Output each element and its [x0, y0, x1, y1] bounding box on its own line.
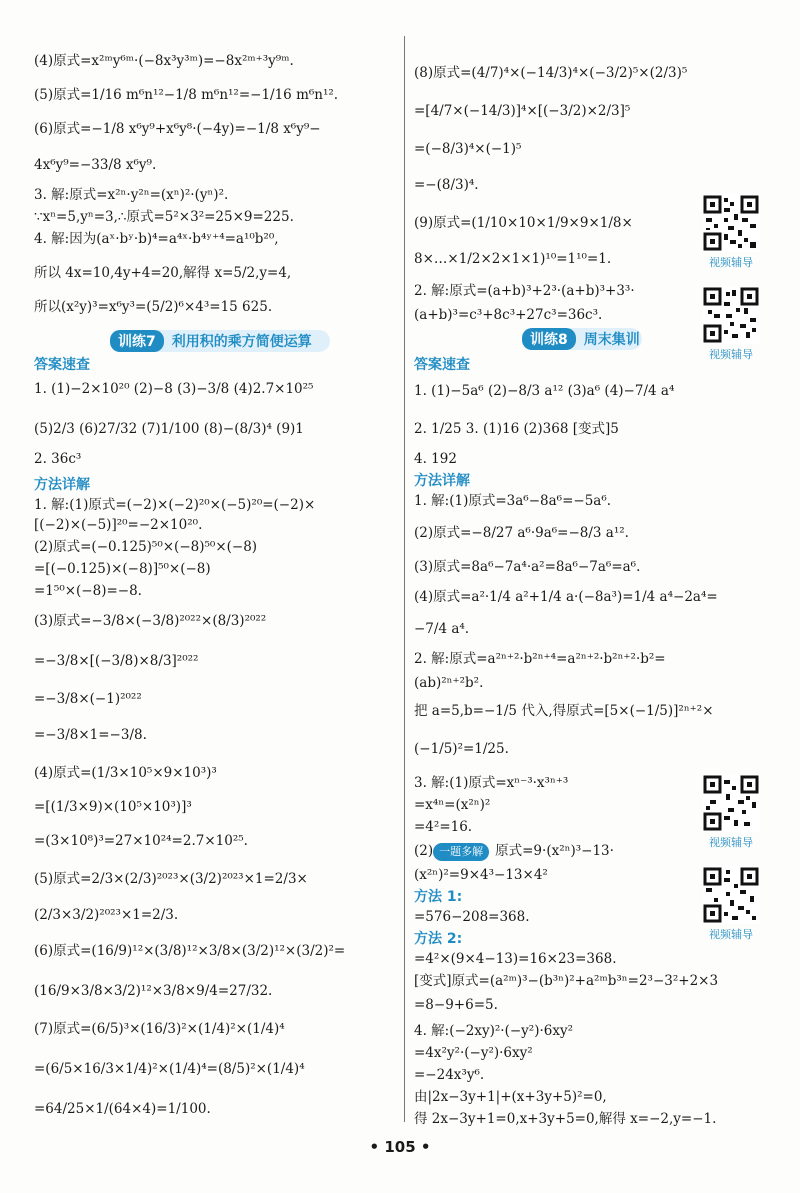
math-line: [414, 524, 629, 542]
math-line: [414, 1022, 573, 1040]
line-text: (a+b)³=c³+8c³+27c³=36c³.: [414, 307, 603, 323]
math-line: [34, 652, 198, 670]
qr-icon: [702, 774, 760, 832]
math-line: [414, 650, 666, 668]
math-line: [414, 674, 483, 692]
math-line: [34, 1060, 305, 1078]
line-text: ∵xⁿ=5,yⁿ=3,∴原式=5²×3²=25×9=225.: [34, 209, 294, 225]
qr-code-video-3[interactable]: [702, 774, 760, 850]
math-line: [34, 906, 178, 924]
math-line: [34, 1100, 211, 1118]
quick-answers-header: 答案速查: [34, 357, 90, 373]
qr-caption: 视频辅导: [709, 256, 753, 269]
method-1-header: 方法 1:: [414, 889, 463, 905]
line-text: 1. 解:(1)原式=3a⁶−8a⁶=−5a⁶.: [414, 493, 612, 509]
quick-answers-header: 答案速查: [414, 357, 470, 373]
line-text: =[(−0.125)×(−8)]⁵⁰×(−8): [34, 561, 211, 577]
method-2-header: 方法 2:: [414, 931, 463, 947]
line-text: (4)原式=(1/3×10⁵×9×10³)³: [34, 765, 217, 781]
line-text: (3)原式=8a⁶−7a⁴·a²=8a⁶−7a⁶=a⁶.: [414, 559, 641, 575]
line-text: (16/9×3/8×3/2)¹²×3/8×9/4=27/32.: [34, 983, 273, 999]
math-line: [414, 492, 611, 510]
line-text: =576−208=368.: [414, 909, 530, 925]
section-banner-training8: [522, 328, 642, 350]
qr-caption: 视频辅导: [709, 348, 753, 361]
math-line: [34, 832, 248, 850]
line-text: 3. 解:原式=x²ⁿ·y²ⁿ=(xⁿ)²·(yⁿ)².: [34, 187, 229, 203]
math-line: [34, 450, 81, 468]
line-text: 所以 4x=10,4y+4=20,解得 x=5/2,y=4,: [34, 265, 292, 281]
math-line: [34, 420, 304, 438]
line-text: (6)原式=(16/9)¹²×(3/8)¹²×3/8×(3/2)¹²×(3/2)²=: [34, 943, 346, 959]
line-text: (7)原式=(6/5)³×(16/3)²×(1/4)²×(1/4)⁴: [34, 1021, 285, 1037]
banner-title: 周末集训: [583, 332, 640, 348]
line-text: (−1/5)²=1/25.: [414, 741, 509, 757]
line-text: (9)原式=(1/10×10×1/9×9×1/8×: [414, 215, 633, 231]
line-text: 2. 解:原式=a²ⁿ⁺²·b²ⁿ⁺⁴=a²ⁿ⁺²·b²ⁿ⁺²·b²=: [414, 651, 666, 667]
line-text: (x²ⁿ)²=9×4³−13×4²: [414, 867, 548, 883]
line-text: 4. 192: [414, 451, 457, 467]
math-line: [414, 102, 630, 120]
math-line: [414, 1110, 716, 1128]
line-text: (2/3×3/2)²⁰²³×1=2/3.: [34, 907, 179, 923]
math-line: [414, 740, 509, 758]
method-header: 方法详解: [34, 477, 90, 493]
line-text: =[(1/3×9)×(10⁵×10³)]³: [34, 799, 192, 815]
math-line: [414, 306, 602, 324]
qr-code-video-1[interactable]: [702, 194, 760, 270]
line-text: 3. 解:(1)原式=xⁿ⁻³·x³ⁿ⁺³: [414, 775, 569, 791]
banner-tag: 训练7: [110, 330, 164, 352]
line-text: (4)原式=x²ᵐy⁶ᵐ·(−8x³y³ᵐ)=−8x²ᵐ⁺³y⁹ᵐ.: [34, 53, 294, 69]
math-line: [34, 538, 257, 556]
line-text: 1. (1)−5a⁶ (2)−8/3 a¹² (3)a⁶ (4)−7/4 a⁴: [414, 383, 675, 399]
math-line: [34, 208, 294, 226]
line-text: (4)原式=a²·1/4 a²+1/4 a·(−8a³)=1/4 a⁴−2a⁴=: [414, 589, 718, 605]
banner-tag: 训练8: [522, 328, 576, 350]
line-text: (8)原式=(4/7)⁴×(−14/3)⁴×(−3/2)⁵×(2/3)⁵: [414, 65, 688, 81]
math-line: [414, 950, 617, 968]
math-line: [34, 120, 321, 138]
math-line: [414, 176, 479, 194]
line-text: =8−9+6=5.: [414, 997, 498, 1013]
line-text: −7/4 a⁴.: [414, 621, 470, 637]
math-line: [414, 908, 530, 926]
line-text: 4x⁶y⁹=−33/8 x⁶y⁹.: [34, 157, 157, 173]
qr-icon: [702, 866, 760, 924]
math-line: [34, 496, 315, 514]
math-line: [414, 1066, 484, 1084]
line-text: 1. 解:(1)原式=(−2)×(−2)²⁰×(−5)²⁰=(−2)×: [34, 497, 316, 513]
math-line: [34, 1020, 285, 1038]
line-text: 2. 解:原式=(a+b)³+2³·(a+b)³+3³·: [414, 283, 635, 299]
math-line: [34, 582, 142, 600]
math-line: [34, 690, 142, 708]
column-divider: [404, 36, 405, 1122]
page-number: • 105 •: [369, 1138, 431, 1156]
line-text: =(−8/3)⁴×(−1)⁵: [414, 141, 522, 157]
method-header: 方法详解: [414, 473, 470, 489]
multi-solution-badge: 一题多解: [433, 843, 489, 861]
math-line: [414, 972, 718, 990]
math-line: [414, 866, 548, 884]
line-text: 8×…×1/2×2×1×1)¹⁰=1¹⁰=1.: [414, 251, 612, 267]
math-line: [34, 86, 338, 104]
math-line: [414, 214, 633, 232]
line-text: 原式=9·(x²ⁿ)³−13·: [495, 843, 614, 859]
math-line: [34, 560, 211, 578]
line-text: =[4/7×(−14/3)]⁴×[(−3/2)×2/3]⁵: [414, 103, 631, 119]
qr-caption: 视频辅导: [709, 836, 753, 849]
line-text: (5)2/3 (6)27/32 (7)1/100 (8)−(8/3)⁴ (9)1: [34, 421, 304, 437]
math-line: [414, 250, 611, 268]
math-line: [34, 230, 279, 248]
line-text: 4. 解:(−2xy)²·(−y²)·6xy²: [414, 1023, 574, 1039]
line-text: =4x²y²·(−y²)·6xy²: [414, 1045, 533, 1061]
math-line: [34, 982, 272, 1000]
line-text: 把 a=5,b=−1/5 代入,得原式=[5×(−1/5)]²ⁿ⁺²×: [414, 703, 714, 719]
line-text: (5)原式=2/3×(2/3)²⁰²³×(3/2)²⁰²³×1=2/3×: [34, 871, 308, 887]
math-line: [414, 842, 614, 861]
section-banner-training7: [110, 330, 330, 352]
banner-title: 利用积的乘方简便运算: [171, 334, 312, 350]
math-line: [414, 774, 568, 792]
line-text: 得 2x−3y+1=0,x+3y+5=0,解得 x=−2,y=−1.: [414, 1111, 717, 1127]
math-line: [414, 620, 469, 638]
line-text: 2. 36c³: [34, 451, 82, 467]
line-text: =1⁵⁰×(−8)=−8.: [34, 583, 142, 599]
math-line: [414, 818, 472, 836]
math-line: [414, 140, 521, 158]
line-text: 4. 解:因为(aˣ·bʸ·b)⁴=a⁴ˣ·b⁴ʸ⁺⁴=a¹⁰b²⁰,: [34, 231, 279, 247]
math-line: [34, 726, 147, 744]
line-text: 所以(x²y)³=x⁶y³=(5/2)⁶×4³=15 625.: [34, 299, 273, 315]
math-line: [414, 796, 490, 814]
math-line: [414, 420, 619, 438]
math-line: [414, 64, 687, 82]
line-text: 1. (1)−2×10²⁰ (2)−8 (3)−3/8 (4)2.7×10²⁵: [34, 381, 314, 397]
line-text: (6)原式=−1/8 x⁶y⁹+x⁶y⁸·(−4y)=−1/8 x⁶y⁹−: [34, 121, 321, 137]
math-line: [414, 1088, 607, 1106]
math-line: [34, 798, 192, 816]
math-line: [414, 702, 714, 720]
line-text: [变式]原式=(a²ᵐ)³−(b³ⁿ)²+a²ᵐb³ⁿ=2³−3²+2×3: [414, 973, 719, 989]
line-text: [(−2)×(−5)]²⁰=−2×10²⁰.: [34, 517, 203, 533]
qr-code-video-2[interactable]: [702, 286, 760, 362]
line-text: 2. 1/25 3. (1)16 (2)368 [变式]5: [414, 421, 619, 437]
math-line: [414, 1044, 533, 1062]
line-text: =4²=16.: [414, 819, 473, 835]
line-text: (ab)²ⁿ⁺²b².: [414, 675, 484, 691]
math-line: [34, 764, 217, 782]
math-line: [414, 282, 635, 300]
line-text: =−3/8×[(−3/8)×8/3]²⁰²²: [34, 653, 199, 669]
line-text: =(6/5×16/3×1/4)²×(1/4)⁴=(8/5)²×(1/4)⁴: [34, 1061, 305, 1077]
math-line: [414, 450, 457, 468]
qr-icon: [702, 286, 760, 344]
line-text: =x⁴ⁿ=(x²ⁿ)²: [414, 797, 491, 813]
math-line: [34, 186, 228, 204]
line-text: (5)原式=1/16 m⁶n¹²−1/8 m⁶n¹²=−1/16 m⁶n¹².: [34, 87, 339, 103]
sub-item-label: (2): [414, 843, 434, 859]
line-text: 由|2x−3y+1|+(x+3y+5)²=0,: [414, 1089, 607, 1105]
math-line: [34, 52, 294, 70]
math-line: [34, 380, 313, 398]
line-text: =−24x³y⁶.: [414, 1067, 485, 1083]
math-line: [34, 156, 156, 174]
qr-code-video-4[interactable]: [702, 866, 760, 942]
line-text: =−3/8×1=−3/8.: [34, 727, 147, 743]
math-line: [34, 264, 291, 282]
math-line: [34, 298, 272, 316]
math-line: [34, 516, 202, 534]
math-line: [34, 942, 345, 960]
math-line: [414, 558, 640, 576]
qr-icon: [702, 194, 760, 252]
line-text: =(3×10⁸)³=27×10²⁴=2.7×10²⁵.: [34, 833, 248, 849]
math-line: [414, 588, 718, 606]
line-text: (3)原式=−3/8×(−3/8)²⁰²²×(8/3)²⁰²²: [34, 613, 267, 629]
math-line: [34, 612, 266, 630]
math-line: [414, 996, 498, 1014]
line-text: =−3/8×(−1)²⁰²²: [34, 691, 142, 707]
line-text: =4²×(9×4−13)=16×23=368.: [414, 951, 617, 967]
line-text: (2)原式=(−0.125)⁵⁰×(−8)⁵⁰×(−8): [34, 539, 258, 555]
qr-caption: 视频辅导: [709, 928, 753, 941]
line-text: =−(8/3)⁴.: [414, 177, 479, 193]
line-text: (2)原式=−8/27 a⁶·9a⁶=−8/3 a¹².: [414, 525, 629, 541]
math-line: [34, 870, 308, 888]
line-text: =64/25×1/(64×4)=1/100.: [34, 1101, 211, 1117]
math-line: [414, 382, 674, 400]
